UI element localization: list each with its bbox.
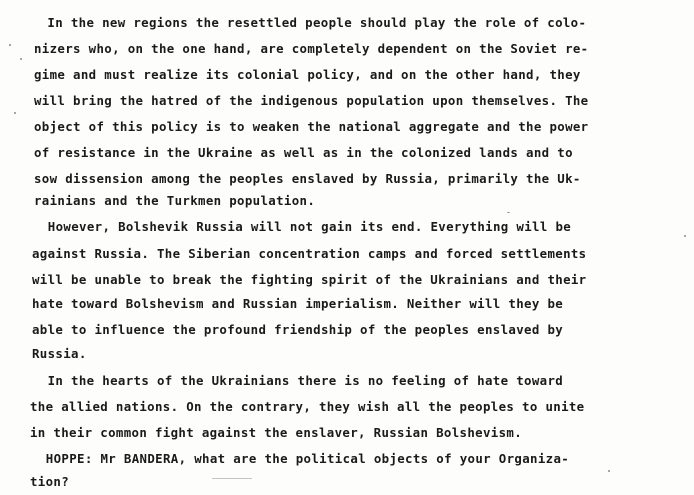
text-line: HOPPE: Mr BANDERA, what are the political objects of your Organiza- bbox=[38, 451, 570, 466]
text-line: object of this policy is to weaken the national aggregate and the power bbox=[34, 119, 589, 134]
text-line: In the hearts of the Ukrainians there is no feeling of hate toward bbox=[32, 373, 564, 388]
text-line: However, Bolshevik Russia will not gain its end. Everything will be bbox=[40, 219, 572, 234]
text-line: able to influence the profound friendship of the peoples enslaved by bbox=[32, 322, 564, 337]
scan-speck bbox=[14, 112, 16, 114]
text-line: hate toward Bolshevism and Russian imperialism. Neither will they be bbox=[32, 296, 564, 311]
text-line: Russia. bbox=[32, 346, 87, 361]
scan-speck bbox=[684, 235, 686, 237]
text-line: In the new regions the resettled people should play the role of colo- bbox=[24, 15, 587, 30]
scan-speck bbox=[608, 470, 610, 472]
text-line: the allied nations. On the contrary, they wish all the peoples to unite bbox=[30, 399, 585, 414]
scan-speck bbox=[212, 478, 252, 479]
text-line: gime and must realize its colonial policy, and on the other hand, they bbox=[34, 67, 581, 82]
text-line: nizers who, on the one hand, are completely dependent on the Soviet re- bbox=[34, 41, 589, 56]
text-line: will be unable to break the fighting spirit of the Ukrainians and their bbox=[32, 272, 587, 287]
text-line: rainians and the Turkmen population. bbox=[34, 193, 316, 208]
scan-speck bbox=[9, 44, 11, 46]
text-line: in their common fight against the enslaver, Russian Bolshevism. bbox=[30, 425, 523, 440]
text-line: tion? bbox=[30, 474, 70, 489]
scan-speck bbox=[507, 212, 510, 213]
text-line: of resistance in the Ukraine as well as in the colonized lands and to bbox=[34, 145, 573, 160]
text-line: against Russia. The Siberian concentration camps and forced settlements bbox=[32, 246, 587, 261]
text-line: sow dissension among the peoples enslaved by Russia, primarily the Uk- bbox=[34, 171, 581, 186]
scan-speck bbox=[20, 58, 22, 60]
text-line: will bring the hatred of the indigenous population upon themselves. The bbox=[34, 93, 589, 108]
